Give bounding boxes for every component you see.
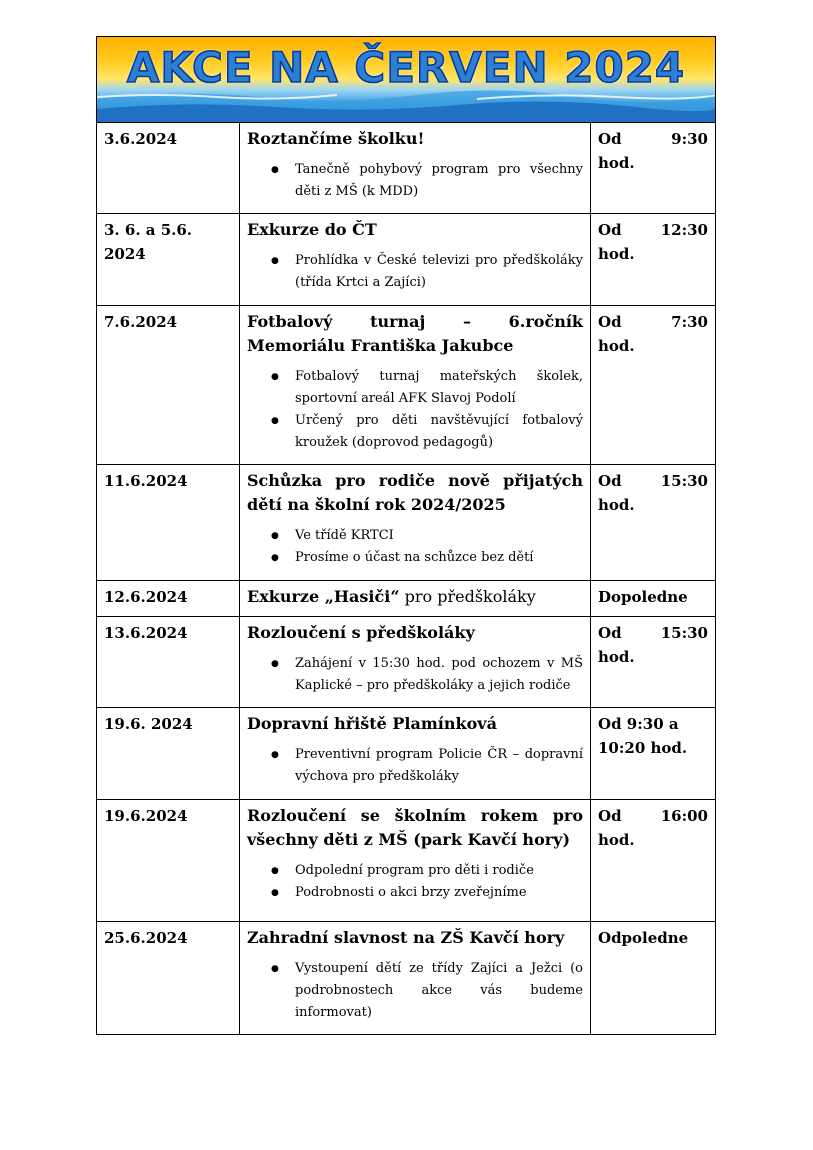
event-date: 25.6.2024 — [97, 922, 240, 1035]
event-details — [240, 708, 591, 800]
event-bullet: ● Zahájení v 15:30 hod. pod ochozem v MŠ Kaplické – pro předškoláky a jejich rodiče — [295, 653, 583, 697]
event-row — [97, 465, 716, 581]
event-title-text: Dopravní hřiště Plamínková — [247, 714, 497, 733]
time-suffix: hod. — [598, 245, 635, 263]
time-suffix: hod. — [598, 496, 635, 514]
event-details — [240, 800, 591, 922]
event-bullet: ● Určený pro děti navštěvující fotbalový kroužek (doprovod pedagogů) — [295, 410, 583, 454]
event-bullets — [247, 744, 583, 788]
event-time — [591, 465, 716, 581]
time-text: Odpoledne — [598, 929, 689, 947]
event-title — [247, 585, 583, 609]
time-value: 9:30 — [671, 130, 708, 148]
event-details — [240, 465, 591, 581]
event-details — [240, 214, 591, 306]
event-bullet: ● Prosíme o účast na schůzce bez dětí — [295, 547, 583, 569]
event-title — [247, 218, 583, 242]
event-date: 11.6.2024 — [97, 465, 240, 581]
time-value: 12:30 — [660, 221, 708, 239]
time-prefix: Od — [598, 221, 622, 239]
event-date: 3.6.2024 — [97, 123, 240, 214]
event-title — [247, 804, 583, 852]
event-bullets — [247, 250, 583, 294]
time-suffix: hod. — [598, 337, 635, 355]
event-time — [591, 306, 716, 465]
time-value: 15:30 — [660, 472, 708, 490]
time-prefix: Od — [598, 472, 622, 490]
time-text: Od 9:30 a 10:20 hod. — [598, 715, 688, 757]
event-title-text: Exkurze „Hasiči“ — [247, 587, 400, 606]
event-title-text: Zahradní slavnost na ZŠ Kavčí hory — [247, 928, 565, 947]
event-row — [97, 922, 716, 1035]
event-title — [247, 926, 583, 950]
event-bullet: ● Vystoupení dětí ze třídy Zajíci a Ježci (o podrobnostech akce vás budeme informovat) — [295, 958, 583, 1024]
event-date: 13.6.2024 — [97, 617, 240, 708]
event-details — [240, 922, 591, 1035]
event-date: 12.6.2024 — [97, 581, 240, 617]
event-bullets — [247, 653, 583, 697]
event-details — [240, 617, 591, 708]
time-line — [598, 469, 708, 493]
event-title — [247, 712, 583, 736]
event-row — [97, 800, 716, 922]
event-bullet: ● Ve třídě KRTCI — [295, 525, 583, 547]
event-title — [247, 621, 583, 645]
event-details — [240, 123, 591, 214]
event-date: 7.6.2024 — [97, 306, 240, 465]
event-bullet: ● Podrobnosti o akci brzy zveřejníme — [295, 882, 583, 904]
event-details — [240, 581, 591, 617]
event-title-text: Schůzka pro rodiče nově přijatých dětí na školní rok 2024/2025 — [247, 471, 583, 514]
time-value: 16:00 — [660, 807, 708, 825]
event-title-text: Rozloučení se školním rokem pro všechny děti z MŠ (park Kavčí hory) — [247, 806, 583, 849]
event-bullets — [247, 366, 583, 454]
event-bullets — [247, 525, 583, 569]
event-row — [97, 306, 716, 465]
time-line — [598, 804, 708, 828]
event-time — [591, 800, 716, 922]
event-row — [97, 617, 716, 708]
header-banner — [96, 36, 716, 122]
time-value: 15:30 — [660, 624, 708, 642]
event-row — [97, 708, 716, 800]
time-line — [598, 127, 708, 151]
event-time — [591, 123, 716, 214]
event-title-text: Fotbalový turnaj – 6.ročník Memoriálu Františka Jakubce — [247, 312, 583, 355]
event-title — [247, 469, 583, 517]
event-bullet: ● Odpolední program pro děti i rodiče — [295, 860, 583, 882]
time-prefix: Od — [598, 313, 622, 331]
event-time — [591, 708, 716, 800]
time-suffix: hod. — [598, 831, 635, 849]
event-date: 19.6. 2024 — [97, 708, 240, 800]
event-details — [240, 306, 591, 465]
event-title-text: Rozloučení s předškoláky — [247, 623, 475, 642]
event-time — [591, 581, 716, 617]
event-row — [97, 581, 716, 617]
time-line — [598, 310, 708, 334]
event-time — [591, 922, 716, 1035]
time-suffix: hod. — [598, 648, 635, 666]
time-suffix: hod. — [598, 154, 635, 172]
time-prefix: Od — [598, 624, 622, 642]
time-value: 7:30 — [671, 313, 708, 331]
event-row — [97, 123, 716, 214]
event-date: 3. 6. a 5.6. 2024 — [97, 214, 240, 306]
event-bullet: ● Tanečně pohybový program pro všechny děti z MŠ (k MDD) — [295, 159, 583, 203]
time-line — [598, 621, 708, 645]
events-table — [96, 122, 716, 1035]
event-bullets — [247, 159, 583, 203]
event-bullet: ● Preventivní program Policie ČR – dopravní výchova pro předškoláky — [295, 744, 583, 788]
event-time — [591, 617, 716, 708]
time-prefix: Od — [598, 807, 622, 825]
page-title: AKCE NA ČERVEN 2024 — [126, 43, 686, 92]
event-time — [591, 214, 716, 306]
time-prefix: Od — [598, 130, 622, 148]
event-title-text: Exkurze do ČT — [247, 220, 377, 239]
event-title-text: Roztančíme školku! — [247, 129, 425, 148]
event-title-extra: pro předškoláky — [399, 587, 536, 606]
time-line — [598, 218, 708, 242]
event-row — [97, 214, 716, 306]
event-bullet: ● Prohlídka v České televizi pro předškoláky (třída Krtci a Zajíci) — [295, 250, 583, 294]
schedule-sheet — [96, 36, 716, 1035]
event-bullets — [247, 958, 583, 1024]
event-bullets — [247, 860, 583, 904]
event-bullet: ● Fotbalový turnaj mateřských školek, sportovní areál AFK Slavoj Podolí — [295, 366, 583, 410]
time-text: Dopoledne — [598, 588, 688, 606]
event-title — [247, 310, 583, 358]
event-date: 19.6.2024 — [97, 800, 240, 922]
event-title — [247, 127, 583, 151]
